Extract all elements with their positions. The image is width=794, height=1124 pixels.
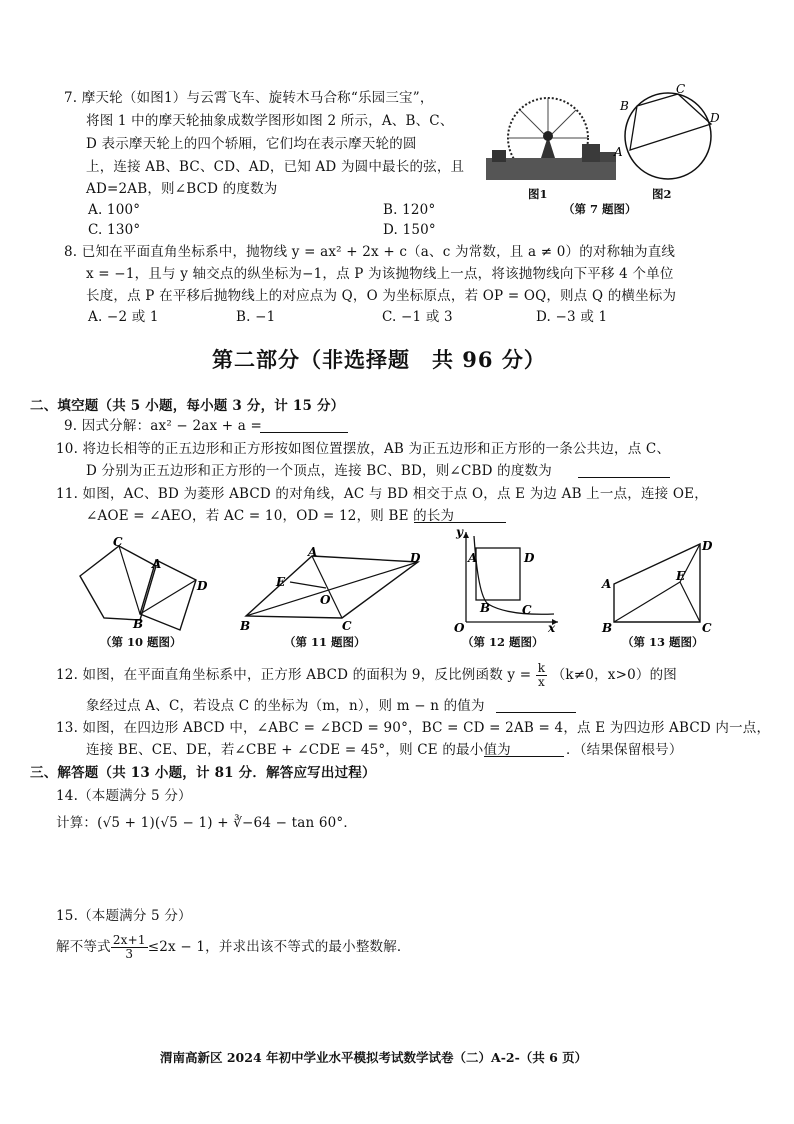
q12-fraction-denominator: x xyxy=(537,675,545,689)
q12-fraction-numerator: k xyxy=(537,661,546,675)
q7-option-a: A. 100° xyxy=(88,202,141,218)
q15-fraction-denominator: 3 xyxy=(125,947,134,961)
fig12-label-x: x xyxy=(548,621,556,634)
q7-option-c: C. 130° xyxy=(88,222,141,238)
q8-option-a: A. −2 或 1 xyxy=(88,309,159,325)
q12-line1-post: （k≠0，x>0）的图 xyxy=(551,667,677,683)
fig12-label-d: D xyxy=(524,551,535,565)
ferris-wheel-photo xyxy=(486,92,616,180)
q7-option-d: D. 150° xyxy=(383,222,436,238)
q15-fraction-numerator: 2x+1 xyxy=(112,933,146,947)
q12-figure-caption: （第 12 题图） xyxy=(462,635,544,649)
q8-option-b: B. −1 xyxy=(236,309,276,325)
q13-line2: 连接 BE、CE、DE，若∠CBE + ∠CDE = 45°，则 CE 的最小值为 xyxy=(86,742,511,758)
q8-option-c: C. −1 或 3 xyxy=(382,309,453,325)
q7-label-d: D xyxy=(710,111,720,125)
q11-answer-blank[interactable] xyxy=(414,508,506,523)
part2-title: 第二部分（非选择题 共 96 分） xyxy=(212,347,546,372)
q12-answer-blank[interactable] xyxy=(496,698,576,713)
q10-line2: D 分别为正五边形和正方形的一个顶点，连接 BC、BD，则∠CBD 的度数为 xyxy=(86,463,552,479)
q13-figure-caption: （第 13 题图） xyxy=(622,635,704,649)
q10-answer-blank[interactable] xyxy=(578,463,670,478)
fig10-label-a: A xyxy=(152,557,162,571)
q7-option-b: B. 120° xyxy=(383,202,436,218)
fig11-label-a: A xyxy=(308,546,318,559)
fig11-label-b: B xyxy=(240,619,251,633)
q11-figure-caption: （第 11 题图） xyxy=(284,635,366,649)
q7-label-a: A xyxy=(614,145,623,159)
q7-circle-figure xyxy=(612,84,722,188)
fig13-label-a: A xyxy=(602,577,612,591)
q7-line5: AD=2AB，则∠BCD 的度数为 xyxy=(86,181,278,197)
q10-line1: 10. 将边长相等的正五边形和正方形按如图位置摆放，AB 为正五边形和正方形的一条公共边，点 C、 xyxy=(56,441,671,457)
q7-label-c: C xyxy=(676,84,686,96)
q12-fraction xyxy=(536,662,547,689)
fig1-caption: 图1 xyxy=(528,187,548,201)
section3-heading: 三、解答题（共 13 小题，计 81 分．解答应写出过程） xyxy=(30,765,376,781)
q12-line1 xyxy=(56,662,677,689)
q14-heading: 14.（本题满分 5 分） xyxy=(56,788,192,804)
fig12-label-b: B xyxy=(480,601,491,615)
q15-body-pre: 解不等式 xyxy=(56,939,111,955)
fig12-label-o: O xyxy=(454,621,465,634)
fig11-label-o: O xyxy=(320,593,331,607)
q9-answer-blank[interactable] xyxy=(260,418,348,433)
q10-figure-caption: （第 10 题图） xyxy=(100,635,182,649)
q9-text: 9. 因式分解：ax² − 2ax + a = xyxy=(64,418,263,434)
q10-figure xyxy=(76,536,216,636)
q7-label-b: B xyxy=(620,99,629,113)
q13-line1: 13. 如图，在四边形 ABCD 中，∠ABC = ∠BCD = 90°，BC = CD = 2AB = 4，点 E 为四边形 ABCD 内一点， xyxy=(56,720,771,736)
q13-answer-blank[interactable] xyxy=(484,742,564,757)
q13-suffix: ．（结果保留根号） xyxy=(566,742,683,758)
fig11-label-c: C xyxy=(342,619,352,633)
q8-option-d: D. −3 或 1 xyxy=(536,309,608,325)
fig10-label-b: B xyxy=(133,617,144,631)
q7-line4: 上，连接 AB、BC、CD、AD，已知 AD 为圆中最长的弦，且 xyxy=(86,159,465,175)
fig11-label-e: E xyxy=(276,575,286,589)
q7-line3: D 表示摩天轮上的四个轿厢，它们均在表示摩天轮的圆 xyxy=(86,136,417,152)
fig13-label-e: E xyxy=(676,569,686,583)
q12-figure xyxy=(448,526,560,634)
section2-heading: 二、填空题（共 5 小题，每小题 3 分，计 15 分） xyxy=(30,398,345,414)
q7-figure-caption: （第 7 题图） xyxy=(563,202,637,216)
q8-line3: 长度，点 P 在平移后抛物线上的对应点为 Q，O 为坐标原点，若 OP = OQ，则点 Q 的横坐标为 xyxy=(86,288,677,304)
q15-body-post: ≤2x − 1，并求出该不等式的最小整数解． xyxy=(147,939,411,955)
fig12-label-y: y xyxy=(456,526,463,539)
fig2-caption: 图2 xyxy=(652,187,672,201)
q13-figure xyxy=(600,536,720,634)
fig13-label-d: D xyxy=(702,539,713,553)
q7-line1: 7. 摩天轮（如图1）与云霄飞车、旋转木马合称“乐园三宝”， xyxy=(64,90,434,106)
fig10-label-d: D xyxy=(197,579,208,593)
q7-line2: 将图 1 中的摩天轮抽象成数学图形如图 2 所示，A、B、C、 xyxy=(86,113,454,129)
fig13-label-b: B xyxy=(602,621,613,634)
q8-line2: x = −1，且与 y 轴交点的纵坐标为−1，点 P 为该抛物线上一点，将该抛物线向下平移 4 个单位 xyxy=(86,266,674,282)
q11-line2: ∠AOE = ∠AEO，若 AC = 10，OD = 12，则 BE 的长为 xyxy=(86,508,455,524)
q14-body: 计算：(√5 + 1)(√5 − 1) + ∛−64 − tan 60°． xyxy=(56,815,358,831)
q15-heading: 15.（本题满分 5 分） xyxy=(56,908,192,924)
q8-line1: 8. 已知在平面直角坐标系中，抛物线 y = ax² + 2x + c（a、c 为常数，且 a ≠ 0）的对称轴为直线 xyxy=(64,244,676,260)
page-footer: 渭南高新区 2024 年初中学业水平模拟考试数学试卷（二）A-2-（共 6 页） xyxy=(160,1050,588,1065)
q12-line2: 象经过点 A、C，若设点 C 的坐标为（m，n），则 m − n 的值为 xyxy=(86,698,485,714)
q15-fraction xyxy=(111,934,148,961)
fig12-label-a: A xyxy=(468,551,478,565)
fig10-label-c: C xyxy=(113,536,123,549)
q15-body xyxy=(56,934,411,961)
q11-line1: 11. 如图，AC、BD 为菱形 ABCD 的对角线，AC 与 BD 相交于点 O，点 E 为边 AB 上一点，连接 OE， xyxy=(56,486,708,502)
fig11-label-d: D xyxy=(410,551,421,565)
q11-figure xyxy=(240,546,426,634)
fig12-label-c: C xyxy=(522,603,532,617)
q12-line1-pre: 12. 如图，在平面直角坐标系中，正方形 ABCD 的面积为 9，反比例函数 y = xyxy=(56,667,532,683)
fig13-label-c: C xyxy=(702,621,712,634)
